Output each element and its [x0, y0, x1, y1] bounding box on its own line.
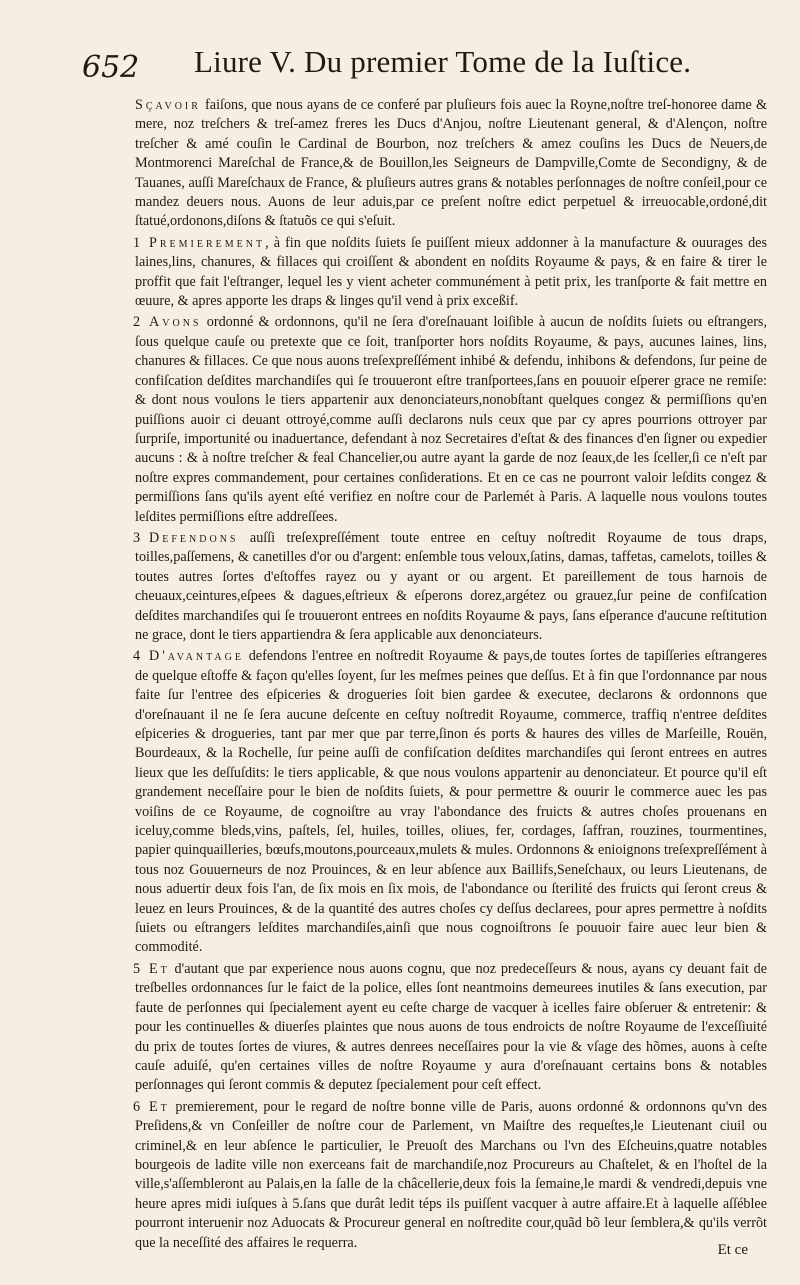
paragraph-text: d'autant que par experience nous auons cognu, que noz predeceſſeurs & nous, ayans cy deuant fait de treſbelles ordonnances ſur le faict de la police, elles ſont neantmoins demeurees inutiles & ſans execution, par faute de perſonnes qui ſpecialement ayent eu ceſte charge de vacquer à icelles faire obſeruer & entretenir: & pour les continuelles & diuerſes plaintes que nous auons de tous endroicts de noſtre Royaume de l'exceſſiuité du prix de toutes ſortes de viures, & autres denrees neceſſaires pour la vie & vſage des hõmes, auons à ceſte cauſe aduiſé, qu'en certaines villes de noſtre Royaume y aura d'oreſnauant certains bons & notables perſonnages qui ſeront commis & deputez ſpecialement pour ceſt effect.: [135, 960, 767, 1094]
paragraph-lead-word: Defendons: [149, 529, 239, 546]
paragraph-4: [135, 647, 767, 958]
paragraph-number: 2: [133, 314, 141, 331]
paragraph-lead-word: Et: [149, 960, 170, 977]
paragraph-number: 4: [133, 648, 141, 665]
running-title: Liure V. Du premier Tome de la Iuſtice.: [194, 44, 692, 79]
paragraph-text: premierement, pour le regard de noſtre bonne ville de Paris, auons ordonné & ordonnons qu'vn des Preſidens,& vn Conſeiller de noſtre cour de Parlement, vn Maiſtre des requeſtes,le Lieutenant ciuil ou criminel,& en leur abſence le particulier, le Preuoſt des Marchans ou l'vn des Eſcheuins,quatre notables bourgeois de ladite ville non exerceans fait de marchandiſe,noz Procureurs au Chaſtelet, & en l'hoſtel de la ville,s'aſſembleront au Palais,en la ſalle de la châcellerie,deux fois la ſemaine,le mardi & vendredi,depuis vne heure apres midi iuſques à 5.ſans que durât ledit téps ils puiſſent vacquer à autre affaire.Et à laquelle aſſéblee pourront interuenir noz Aduocats & Procureur general en noſtredite cour,quãd bõ leur ſemblera,& qu'ils verrõt que la neceſſité des affaires le requerra.: [135, 1098, 767, 1251]
paragraph-3: [135, 529, 767, 645]
paragraph-lead-word: Premierement: [149, 234, 266, 251]
paragraph-text: faiſons, que nous ayans de ce conferé par pluſieurs fois auec la Royne,noſtre treſ-honoree dame & mere, noz treſchers & treſ-amez freres les Ducs d'Anjou, noſtre Lieutenant general, & d'Alençon, noſtre treſcher & amé couſin le Cardinal de Bourbon, noz treſchers & amez couſins les Ducs de Neuers,de Montmorenci Mareſchal de France,& de Bouillon,les Seigneurs de Dampville,Comte de Secondigny, & de Tauanes, auſſi Mareſchaux de France, & pluſieurs autres grans & notables perſonnages de noſtre conſeil,pour ce mandez deuers nous. Auons de leur aduis,par ce preſent noſtre edict perpetuel & irreuocable,ordoné,dit ſtatué,ordonons,diſons & ſtatuõs ce qui s'eſuit.: [135, 97, 767, 230]
paragraph-number: 1: [133, 234, 141, 251]
paragraph-lead-word: Et: [149, 1098, 170, 1115]
paragraph-number: 6: [133, 1098, 141, 1115]
catchword: Et ce: [717, 1242, 748, 1258]
paragraph-5: [135, 960, 767, 1096]
paragraph-text: defendons l'entree en noſtredit Royaume & pays,de toutes ſortes de tapiſſeries eſtrangeres de quelque eſtoffe & façon qu'elles ſoyent, ſur les meſmes peines que deſſus. Et à fin que l'ordonnance par nous faite ſur l'entree des eſpiceries & drogueries ſoit bien gardee & executee, declarons & ordonnons que d'oreſnauant il ne ſe ſera aucune deſcente en ceſtuy noſtredit Royaume, commerce, traffiq n'entree deſdites eſpiceries & drogueries, tant par mer que par terre,ſinon és ports & haures des villes de Marſeille, Rouën, Bourdeaux, & la Rochelle, ſur peine auſſi de confiſcation deſdites marchandiſes qui ſeront entrees en autres lieux que les deſſuſdits: le tiers applicable, & que nous voulons appartenir au denonciateur. Et pource qu'il eſt grandement neceſſaire pour le bien de noſdits ſuiets, & pour permettre & ouurir le commerce auec les pas voiſins de ce Royaume, de cognoiſtre au vray l'abondance des fruicts & autres choſes prouenans en iceluy,comme bleds,vins, paſtels, ſel, huiles, toilles, oliues, fer, cordages, ſaffran, rouzines, tourmentines, papier quinquailleries, bœufs,moutons,pourceaux,mulets & mules. Ordonnons & enioignons treſexpreſſément à tous noz Gouuerneurs de noz Prouinces, & en leur abſence aux Baillifs,Seneſchaux, ou leurs Lieutenans, de nous aduertir deux fois l'an, de ſix mois en ſix mois, de l'abondance ou ſterilité des fruicts qui ſeront creus & leuez en leurs Prouinces, & de la quantité des autres choſes cy deſſus declarees, pour apres permettre à noſdits ſuiets ou eſtrangers leſdites marchandiſes,ainſi que nous cognoiſtrons ſe pouuoir faire auec leur bien & commodité.: [135, 648, 767, 956]
paragraph-number: 5: [133, 960, 141, 977]
paragraph-intro: [135, 96, 767, 232]
paragraph-text: , à fin que noſdits ſuiets ſe puiſſent mieux addonner à la manufacture & ouurages des laines,lins, chanures, & fillaces qui croiſſent & abondent en noſdits Royaume & pays, & en faire & tirer le proffit que fait l'eſtranger, lequel les y vient acheter communément à petit prix, les tranſporte & fait mettre en œuure, & apres apporte les draps & linges qu'il vend à prix exceßif.: [135, 234, 767, 310]
paragraph-text: auſſi treſexpreſſément toute entree en ceſtuy noſtredit Royaume de tous draps, toilles,paſſemens, & canetilles d'or ou d'argent: enſemble tous veloux,ſatins, damas, taffetas, camelots, toilles & toutes autres ſortes d'eſtoffes rayez ou y ayant or ou argent. Et pareillement de tous harnois de cheuaux,ceintures,eſpees & dagues,eſtrieux & eſperons dorez,argétez ou grauez,ſur peine de confiſcation deſdites marchandiſes qui ſe trouueront entrees en noſdits Royaume & pays, ſans eſperance d'aucune reſtitution ne grace, dont le tiers appartiendra & ſera applicable aux denonciateurs.: [135, 529, 767, 643]
paragraph-6: [135, 1098, 767, 1253]
body-text: [135, 96, 767, 1253]
paragraph-1: [135, 234, 767, 312]
paragraph-lead-word: Avons: [149, 314, 202, 331]
paragraph-2: [135, 313, 767, 526]
paragraph-number: 3: [133, 529, 141, 546]
paragraph-text: ordonné & ordonnons, qu'il ne ſera d'oreſnauant loiſible à aucun de noſdits ſuiets ou eſtrangers, ſous quelque cauſe ou pretexte que ce ſoit, tranſporter hors noſdits Royaume, & pays, aucunes laines, lins, chanures & fillaces. Ce que nous auons treſexpreſſément inhibé & defendu, inhibons & defendons, ſur peine de confiſcation deſdites marchandiſes qui ſe trouueront eſtre tranſportees,ſans en pouuoir eſperer grace ne remiſe: & dont nous voulons le tiers appartenir aux denonciateurs,nonobſtant quelques congez & permiſſions qu'en puiſſions auoir ci deuant ottroyé,comme auſſi declarons nuls ceux que par cy apres pourrions ottroyer par ſurpriſe, importunité ou inaduertance, defendant à noz Secretaires d'eſtat & des finances d'en ſigner ou expedier aucuns : & à noſtre treſcher & feal Chancelier,ou autre ayant la garde de noz ſeaux,de les ſceller,ſi ce n'eſt par noſtre expres commandement, pour certaines conſiderations. Et en ce cas ne pourront valoir leſdits congez & permiſſions ſans qu'ils ayent eſté verifiez en noſtre cour de Parlemét à Paris. A laquelle nous voulons toutes leſdites permiſſions eſtre addreſſees.: [135, 314, 767, 525]
page-number: 652: [82, 50, 140, 85]
page-header: [82, 44, 762, 86]
paragraph-lead-word: Sçavoir: [135, 97, 201, 113]
paragraph-lead-word: D'avantage: [149, 648, 244, 665]
